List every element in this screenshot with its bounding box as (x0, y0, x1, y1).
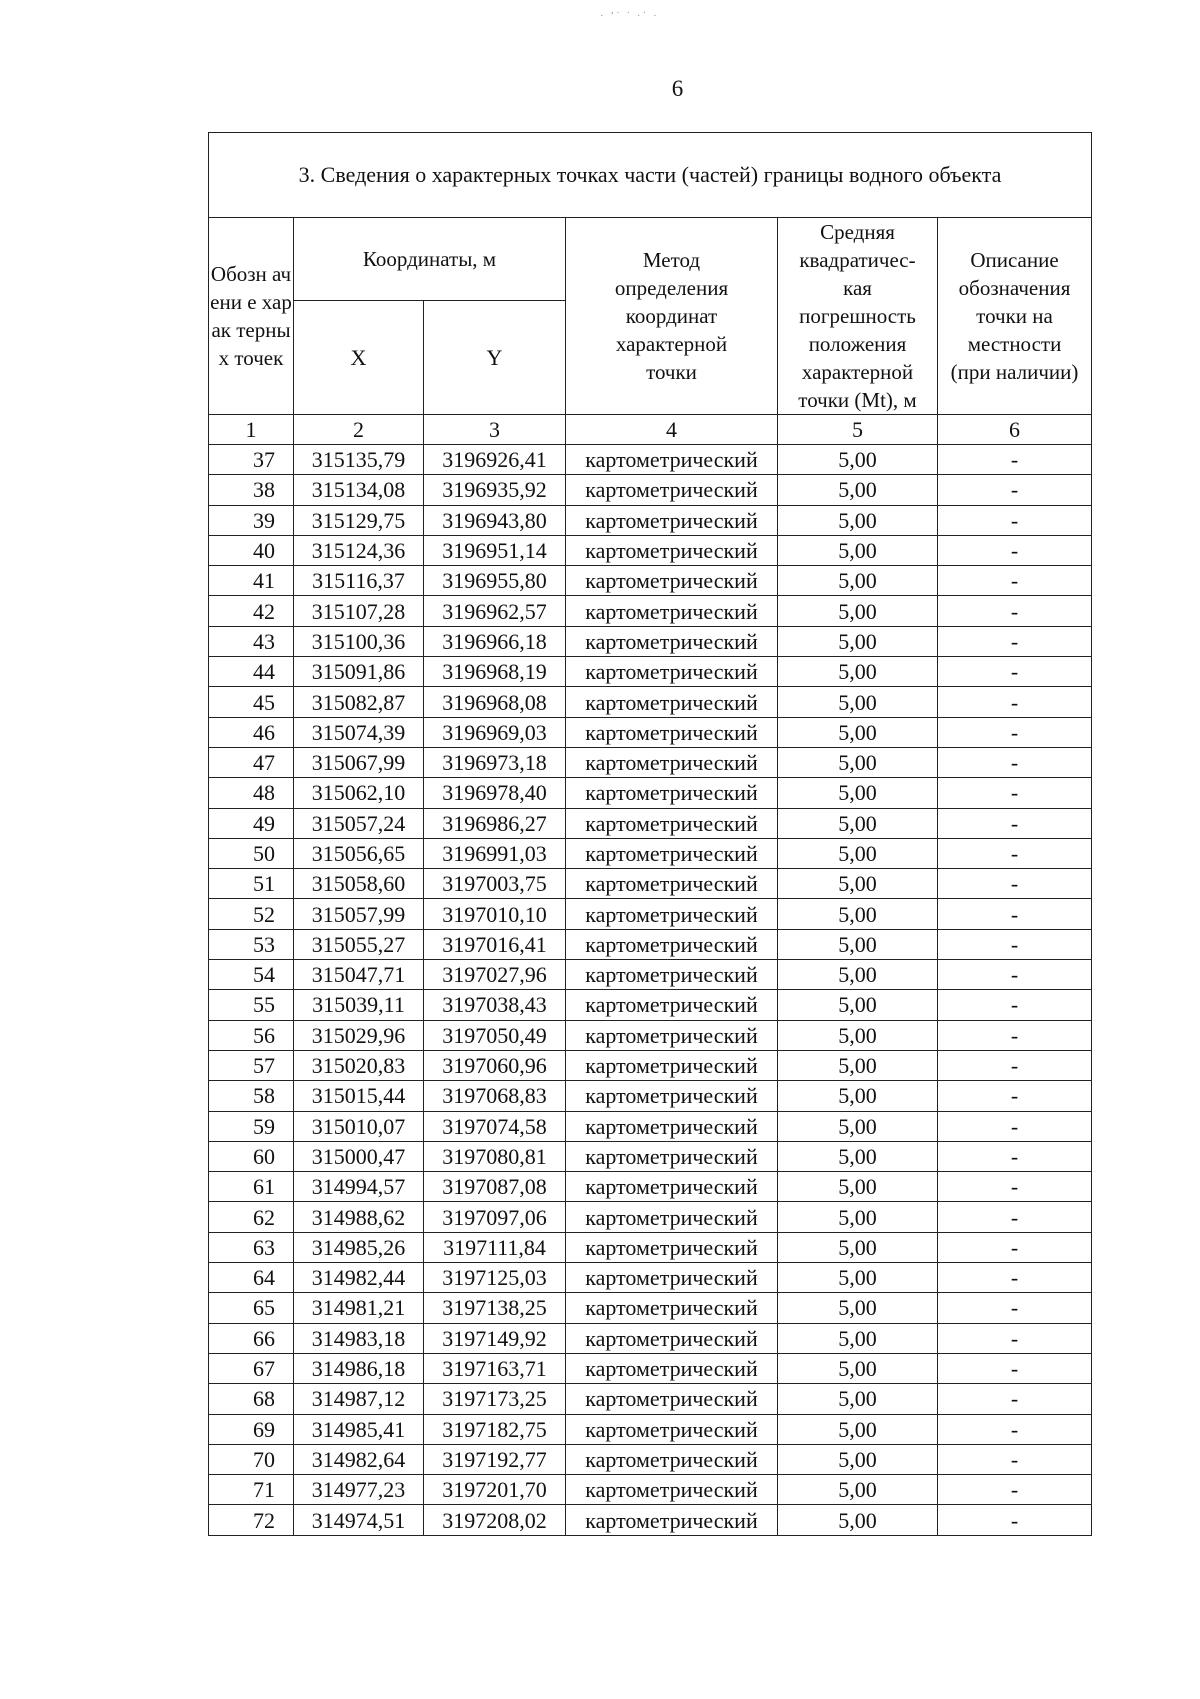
table-row (209, 747, 1092, 777)
accuracy-cell: 5,00 (778, 1050, 938, 1080)
table-row (209, 657, 1092, 687)
description-cell: - (938, 1232, 1092, 1262)
accuracy-cell: 5,00 (778, 1111, 938, 1141)
column-number: 6 (938, 415, 1092, 445)
point-id-cell: 70 (209, 1444, 294, 1474)
x-coordinate-cell: 314977,23 (294, 1475, 424, 1505)
x-coordinate-cell: 315058,60 (294, 869, 424, 899)
y-coordinate-cell: 3197010,10 (424, 899, 566, 929)
points-body (209, 445, 1092, 1536)
accuracy-cell: 5,00 (778, 535, 938, 565)
header-y: Y (424, 301, 566, 415)
method-cell: картометрический (566, 687, 778, 717)
x-coordinate-cell: 314981,21 (294, 1293, 424, 1323)
y-coordinate-cell: 3197192,77 (424, 1444, 566, 1474)
accuracy-cell: 5,00 (778, 929, 938, 959)
table-row (209, 1475, 1092, 1505)
method-cell: картометрический (566, 717, 778, 747)
method-cell: картометрический (566, 1081, 778, 1111)
method-cell: картометрический (566, 1505, 778, 1535)
x-coordinate-cell: 314974,51 (294, 1505, 424, 1535)
accuracy-cell: 5,00 (778, 1384, 938, 1414)
accuracy-cell: 5,00 (778, 1202, 938, 1232)
description-cell: - (938, 1081, 1092, 1111)
table-row (209, 1020, 1092, 1050)
point-id-cell: 43 (209, 626, 294, 656)
method-cell: картометрический (566, 838, 778, 868)
header-designation: Обозн ачени е харак терны х точек (209, 218, 294, 415)
description-cell: - (938, 475, 1092, 505)
method-cell: картометрический (566, 990, 778, 1020)
header-x: X (294, 301, 424, 415)
method-cell: картометрический (566, 535, 778, 565)
table-row (209, 1111, 1092, 1141)
y-coordinate-cell: 3197068,83 (424, 1081, 566, 1111)
table-row (209, 990, 1092, 1020)
y-coordinate-cell: 3197163,71 (424, 1353, 566, 1383)
y-coordinate-cell: 3197097,06 (424, 1202, 566, 1232)
y-coordinate-cell: 3196986,27 (424, 808, 566, 838)
point-id-cell: 55 (209, 990, 294, 1020)
y-coordinate-cell: 3197074,58 (424, 1111, 566, 1141)
y-coordinate-cell: 3197173,25 (424, 1384, 566, 1414)
x-coordinate-cell: 315135,79 (294, 445, 424, 475)
accuracy-cell: 5,00 (778, 899, 938, 929)
point-id-cell: 41 (209, 566, 294, 596)
point-id-cell: 57 (209, 1050, 294, 1080)
description-cell: - (938, 778, 1092, 808)
table-row (209, 626, 1092, 656)
accuracy-cell: 5,00 (778, 1353, 938, 1383)
y-coordinate-cell: 3197201,70 (424, 1475, 566, 1505)
method-cell: картометрический (566, 1384, 778, 1414)
table-row (209, 687, 1092, 717)
description-cell: - (938, 566, 1092, 596)
point-id-cell: 71 (209, 1475, 294, 1505)
accuracy-cell: 5,00 (778, 838, 938, 868)
y-coordinate-cell: 3196973,18 (424, 747, 566, 777)
accuracy-cell: 5,00 (778, 1263, 938, 1293)
x-coordinate-cell: 315129,75 (294, 505, 424, 535)
table-row (209, 1232, 1092, 1262)
y-coordinate-cell: 3196951,14 (424, 535, 566, 565)
point-id-cell: 62 (209, 1202, 294, 1232)
y-coordinate-cell: 3196978,40 (424, 778, 566, 808)
description-cell: - (938, 1293, 1092, 1323)
y-coordinate-cell: 3197125,03 (424, 1263, 566, 1293)
point-id-cell: 64 (209, 1263, 294, 1293)
y-coordinate-cell: 3197038,43 (424, 990, 566, 1020)
point-id-cell: 61 (209, 1172, 294, 1202)
method-cell: картометрический (566, 1293, 778, 1323)
method-cell: картометрический (566, 929, 778, 959)
y-coordinate-cell: 3196968,19 (424, 657, 566, 687)
description-cell: - (938, 1202, 1092, 1232)
x-coordinate-cell: 315057,99 (294, 899, 424, 929)
table-row (209, 1081, 1092, 1111)
scan-artifact: · ʼ˙ ˙ ·˙ · (600, 10, 659, 22)
x-coordinate-cell: 314988,62 (294, 1202, 424, 1232)
description-cell: - (938, 1323, 1092, 1353)
table-row (209, 1384, 1092, 1414)
method-cell: картометрический (566, 566, 778, 596)
y-coordinate-cell: 3197149,92 (424, 1323, 566, 1353)
accuracy-cell: 5,00 (778, 505, 938, 535)
method-cell: картометрический (566, 1172, 778, 1202)
point-id-cell: 60 (209, 1141, 294, 1171)
description-cell: - (938, 838, 1092, 868)
table-row (209, 1050, 1092, 1080)
point-id-cell: 69 (209, 1414, 294, 1444)
method-cell: картометрический (566, 1141, 778, 1171)
y-coordinate-cell: 3197111,84 (424, 1232, 566, 1262)
description-cell: - (938, 1020, 1092, 1050)
point-id-cell: 65 (209, 1293, 294, 1323)
table-row (209, 838, 1092, 868)
table-row (209, 445, 1092, 475)
description-cell: - (938, 808, 1092, 838)
table-row (209, 535, 1092, 565)
method-cell: картометрический (566, 1475, 778, 1505)
table-row (209, 1505, 1092, 1535)
point-id-cell: 46 (209, 717, 294, 747)
method-cell: картометрический (566, 869, 778, 899)
table-row (209, 717, 1092, 747)
method-cell: картометрический (566, 1202, 778, 1232)
column-number: 2 (294, 415, 424, 445)
description-cell: - (938, 1353, 1092, 1383)
description-cell: - (938, 657, 1092, 687)
accuracy-cell: 5,00 (778, 445, 938, 475)
table-row (209, 1202, 1092, 1232)
method-cell: картометрический (566, 1020, 778, 1050)
table-row (209, 1141, 1092, 1171)
header-description: Описание обозначения точки на местности (при наличии) (938, 218, 1092, 415)
table-row (209, 475, 1092, 505)
x-coordinate-cell: 314994,57 (294, 1172, 424, 1202)
x-coordinate-cell: 314987,12 (294, 1384, 424, 1414)
y-coordinate-cell: 3197050,49 (424, 1020, 566, 1050)
y-coordinate-cell: 3196962,57 (424, 596, 566, 626)
y-coordinate-cell: 3197027,96 (424, 960, 566, 990)
x-coordinate-cell: 314983,18 (294, 1323, 424, 1353)
table-row (209, 869, 1092, 899)
accuracy-cell: 5,00 (778, 626, 938, 656)
x-coordinate-cell: 315074,39 (294, 717, 424, 747)
table-row (209, 1444, 1092, 1474)
x-coordinate-cell: 314986,18 (294, 1353, 424, 1383)
point-id-cell: 44 (209, 657, 294, 687)
point-id-cell: 40 (209, 535, 294, 565)
description-cell: - (938, 990, 1092, 1020)
page-number: 6 (671, 76, 684, 101)
method-cell: картометрический (566, 1050, 778, 1080)
method-cell: картометрический (566, 657, 778, 687)
point-id-cell: 42 (209, 596, 294, 626)
method-cell: картометрический (566, 626, 778, 656)
y-coordinate-cell: 3196955,80 (424, 566, 566, 596)
accuracy-cell: 5,00 (778, 657, 938, 687)
point-id-cell: 66 (209, 1323, 294, 1353)
method-cell: картометрический (566, 1353, 778, 1383)
point-id-cell: 54 (209, 960, 294, 990)
characteristic-points-table (208, 132, 1092, 1536)
header-coordinates: Координаты, м (294, 218, 566, 301)
point-id-cell: 56 (209, 1020, 294, 1050)
description-cell: - (938, 1414, 1092, 1444)
x-coordinate-cell: 315039,11 (294, 990, 424, 1020)
column-number: 5 (778, 415, 938, 445)
table-row (209, 899, 1092, 929)
description-cell: - (938, 1172, 1092, 1202)
table-row (209, 960, 1092, 990)
y-coordinate-cell: 3197003,75 (424, 869, 566, 899)
accuracy-cell: 5,00 (778, 747, 938, 777)
x-coordinate-cell: 315047,71 (294, 960, 424, 990)
method-cell: картометрический (566, 1111, 778, 1141)
table-row (209, 566, 1092, 596)
y-coordinate-cell: 3196935,92 (424, 475, 566, 505)
accuracy-cell: 5,00 (778, 596, 938, 626)
accuracy-cell: 5,00 (778, 1414, 938, 1444)
table-row (209, 505, 1092, 535)
description-cell: - (938, 445, 1092, 475)
point-id-cell: 47 (209, 747, 294, 777)
section-title: 3. Сведения о характерных точках части (частей) границы водного объекта (209, 133, 1092, 218)
description-cell: - (938, 1444, 1092, 1474)
y-coordinate-cell: 3196968,08 (424, 687, 566, 717)
method-cell: картометрический (566, 596, 778, 626)
x-coordinate-cell: 315134,08 (294, 475, 424, 505)
accuracy-cell: 5,00 (778, 1172, 938, 1202)
y-coordinate-cell: 3197087,08 (424, 1172, 566, 1202)
method-cell: картометрический (566, 445, 778, 475)
table-row (209, 929, 1092, 959)
point-id-cell: 39 (209, 505, 294, 535)
column-number: 1 (209, 415, 294, 445)
method-cell: картометрический (566, 899, 778, 929)
point-id-cell: 63 (209, 1232, 294, 1262)
point-id-cell: 48 (209, 778, 294, 808)
y-coordinate-cell: 3196926,41 (424, 445, 566, 475)
y-coordinate-cell: 3196966,18 (424, 626, 566, 656)
point-id-cell: 38 (209, 475, 294, 505)
method-cell: картометрический (566, 505, 778, 535)
description-cell: - (938, 747, 1092, 777)
accuracy-cell: 5,00 (778, 1081, 938, 1111)
accuracy-cell: 5,00 (778, 1232, 938, 1262)
table-row (209, 1172, 1092, 1202)
x-coordinate-cell: 315056,65 (294, 838, 424, 868)
y-coordinate-cell: 3196991,03 (424, 838, 566, 868)
x-coordinate-cell: 315082,87 (294, 687, 424, 717)
accuracy-cell: 5,00 (778, 1293, 938, 1323)
table-row (209, 1293, 1092, 1323)
x-coordinate-cell: 314982,64 (294, 1444, 424, 1474)
header-accuracy: Средняя квадратичес- кая погрешность положения характерной точки (Mt), м (778, 218, 938, 415)
header-method: Метод определения координат характерной точки (566, 218, 778, 415)
y-coordinate-cell: 3197138,25 (424, 1293, 566, 1323)
y-coordinate-cell: 3197060,96 (424, 1050, 566, 1080)
accuracy-cell: 5,00 (778, 1020, 938, 1050)
description-cell: - (938, 1141, 1092, 1171)
x-coordinate-cell: 315020,83 (294, 1050, 424, 1080)
point-id-cell: 37 (209, 445, 294, 475)
table-row (209, 1263, 1092, 1293)
method-cell: картометрический (566, 1414, 778, 1444)
point-id-cell: 52 (209, 899, 294, 929)
description-cell: - (938, 626, 1092, 656)
x-coordinate-cell: 314985,41 (294, 1414, 424, 1444)
description-cell: - (938, 505, 1092, 535)
y-coordinate-cell: 3197080,81 (424, 1141, 566, 1171)
accuracy-cell: 5,00 (778, 717, 938, 747)
method-cell: картометрический (566, 778, 778, 808)
x-coordinate-cell: 314985,26 (294, 1232, 424, 1262)
accuracy-cell: 5,00 (778, 1505, 938, 1535)
accuracy-cell: 5,00 (778, 990, 938, 1020)
method-cell: картометрический (566, 1444, 778, 1474)
x-coordinate-cell: 315015,44 (294, 1081, 424, 1111)
accuracy-cell: 5,00 (778, 808, 938, 838)
table-row (209, 778, 1092, 808)
description-cell: - (938, 899, 1092, 929)
column-number-row (209, 415, 1092, 445)
x-coordinate-cell: 315107,28 (294, 596, 424, 626)
method-cell: картометрический (566, 747, 778, 777)
accuracy-cell: 5,00 (778, 1141, 938, 1171)
accuracy-cell: 5,00 (778, 960, 938, 990)
point-id-cell: 45 (209, 687, 294, 717)
x-coordinate-cell: 315067,99 (294, 747, 424, 777)
description-cell: - (938, 596, 1092, 626)
point-id-cell: 67 (209, 1353, 294, 1383)
x-coordinate-cell: 315100,36 (294, 626, 424, 656)
description-cell: - (938, 717, 1092, 747)
point-id-cell: 72 (209, 1505, 294, 1535)
x-coordinate-cell: 314982,44 (294, 1263, 424, 1293)
accuracy-cell: 5,00 (778, 1444, 938, 1474)
description-cell: - (938, 1384, 1092, 1414)
point-id-cell: 59 (209, 1111, 294, 1141)
y-coordinate-cell: 3196943,80 (424, 505, 566, 535)
y-coordinate-cell: 3196969,03 (424, 717, 566, 747)
description-cell: - (938, 1475, 1092, 1505)
point-id-cell: 49 (209, 808, 294, 838)
table-row (209, 808, 1092, 838)
description-cell: - (938, 535, 1092, 565)
point-id-cell: 51 (209, 869, 294, 899)
description-cell: - (938, 1111, 1092, 1141)
column-number: 4 (566, 415, 778, 445)
method-cell: картометрический (566, 1232, 778, 1262)
description-cell: - (938, 1263, 1092, 1293)
x-coordinate-cell: 315091,86 (294, 657, 424, 687)
method-cell: картометрический (566, 808, 778, 838)
point-id-cell: 68 (209, 1384, 294, 1414)
method-cell: картометрический (566, 1323, 778, 1353)
table-row (209, 1323, 1092, 1353)
accuracy-cell: 5,00 (778, 566, 938, 596)
accuracy-cell: 5,00 (778, 778, 938, 808)
accuracy-cell: 5,00 (778, 1475, 938, 1505)
method-cell: картометрический (566, 1263, 778, 1293)
y-coordinate-cell: 3197016,41 (424, 929, 566, 959)
description-cell: - (938, 869, 1092, 899)
table-row (209, 596, 1092, 626)
y-coordinate-cell: 3197208,02 (424, 1505, 566, 1535)
point-id-cell: 53 (209, 929, 294, 959)
description-cell: - (938, 1505, 1092, 1535)
x-coordinate-cell: 315057,24 (294, 808, 424, 838)
table-row (209, 1353, 1092, 1383)
x-coordinate-cell: 315000,47 (294, 1141, 424, 1171)
accuracy-cell: 5,00 (778, 869, 938, 899)
description-cell: - (938, 687, 1092, 717)
description-cell: - (938, 960, 1092, 990)
x-coordinate-cell: 315029,96 (294, 1020, 424, 1050)
x-coordinate-cell: 315062,10 (294, 778, 424, 808)
table-row (209, 1414, 1092, 1444)
accuracy-cell: 5,00 (778, 1323, 938, 1353)
column-number: 3 (424, 415, 566, 445)
description-cell: - (938, 929, 1092, 959)
method-cell: картометрический (566, 475, 778, 505)
x-coordinate-cell: 315116,37 (294, 566, 424, 596)
y-coordinate-cell: 3197182,75 (424, 1414, 566, 1444)
x-coordinate-cell: 315010,07 (294, 1111, 424, 1141)
x-coordinate-cell: 315124,36 (294, 535, 424, 565)
accuracy-cell: 5,00 (778, 687, 938, 717)
description-cell: - (938, 1050, 1092, 1080)
accuracy-cell: 5,00 (778, 475, 938, 505)
method-cell: картометрический (566, 960, 778, 990)
x-coordinate-cell: 315055,27 (294, 929, 424, 959)
point-id-cell: 58 (209, 1081, 294, 1111)
point-id-cell: 50 (209, 838, 294, 868)
